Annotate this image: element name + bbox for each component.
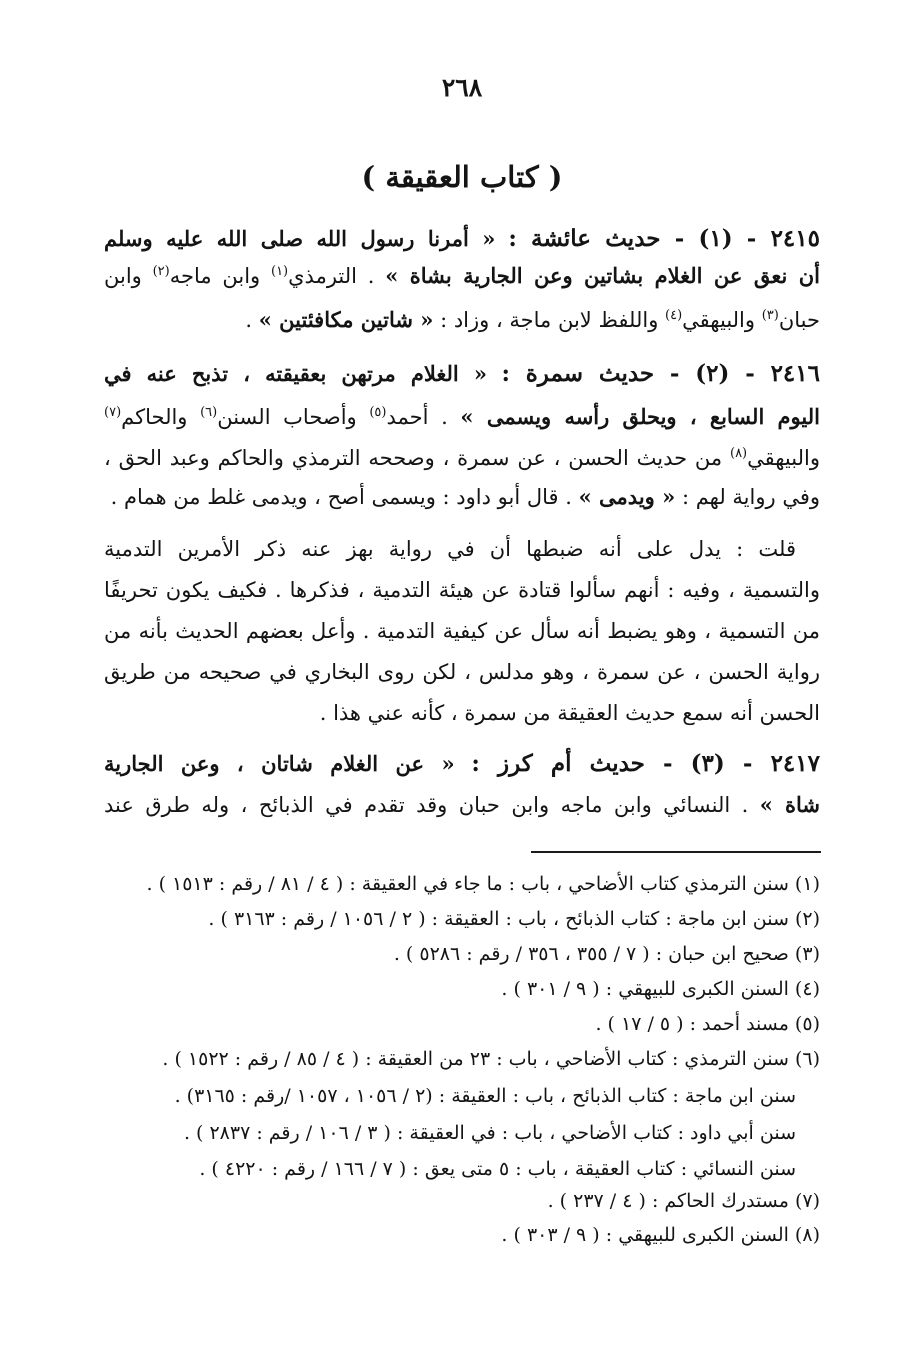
hadith-2415-line-3 (0, 300, 924, 340)
hadith-2416-quote-1: « الغلام مرتهن بعقيقته ، تذبح عنه في (104, 361, 487, 386)
hadith-2416-variant: « ويدمى » (578, 484, 676, 509)
footnote-3: (٣) صحيح ابن حبان : ( ٧ / ٣٥٥ ، ٣٥٦ / رقم : ٥٢٨٦ ) . (393, 943, 820, 965)
hadith-2415-note: واللفظ لابن ماجة ، وزاد : (440, 308, 659, 332)
hadith-2417-line-1 (0, 744, 924, 784)
hadith-2415-addition: « شاتين مكافئتين » (258, 307, 434, 332)
hadith-2415-source-2: وابن ماجه (169, 264, 261, 288)
hadith-2416-line-3 (0, 438, 924, 478)
footnote-6: (٦) سنن الترمذي : كتاب الأضاحي ، باب : ٢٣ من العقيقة : ( ٤ / ٨٥ / رقم : ١٥٢٢ ) . (162, 1048, 820, 1070)
footnote-ref-8: (٨) (729, 446, 748, 461)
hadith-2417-quote-1: « عن الغلام شاتان ، وعن الجارية (104, 751, 455, 776)
hadith-2416-source-4: والبيهقي (747, 446, 820, 470)
hadith-2415-end: . (245, 308, 253, 332)
comment-line-5: الحسن أنه سمع حديث العقيقة من سمرة ، كأنه عني هذا . (319, 701, 820, 725)
hadith-2415-source: . الترمذي (288, 264, 375, 288)
hadith-2416-source: . أحمد (386, 405, 448, 429)
hadith-2416-source-2: وأصحاب السنن (217, 405, 357, 429)
footnote-ref-3: (٣) (761, 308, 779, 323)
hadith-2416-line-4 (0, 477, 924, 517)
comment-line-2: والتسمية ، وفيه : أنهم سألوا قتادة عن هيئة التدمية ، فذكرها . فكيف يكون تحريفًا (104, 578, 820, 602)
hadith-2415-source-4: حبان (778, 308, 820, 332)
hadith-2416-abu-dawud: . قال أبو داود : ويسمى أصح ، ويدمى غلط من همام . (110, 485, 572, 509)
hadith-2417-quote-2: شاة » (759, 792, 820, 817)
hadith-2417-source: . النسائي وابن ماجه وابن حبان وقد تقدم في الذبائح ، وله طرق عند (104, 793, 749, 817)
hadith-2416-quote-2: اليوم السابع ، ويحلق رأسه ويسمى » (460, 404, 820, 429)
hadith-2415-source-5: والبيهقي (682, 308, 756, 332)
hadith-2415-quote-2: أن نعق عن الغلام بشاتين وعن الجارية بشاة » (385, 263, 820, 288)
hadith-2417-line-2 (0, 785, 924, 825)
footnote-ref-1: (١) (270, 264, 289, 279)
footnote-ref-2: (٢) (152, 264, 170, 279)
footnote-ref-5: (٥) (369, 405, 387, 420)
footnote-ref-6: (٦) (200, 405, 218, 420)
hadith-2415-line-2 (0, 256, 924, 296)
footnote-6-abu-dawud: سنن أبي داود : كتاب الأضاحي ، باب : في العقيقة : ( ٣ / ١٠٦ / رقم : ٢٨٣٧ ) . (183, 1122, 796, 1144)
comment-line-1: قلت : يدل على أنه ضبطها أن في رواية بهز عنه ذكر الأمرين التدمية (104, 537, 797, 561)
chapter-title: ( كتاب العقيقة ) (361, 160, 563, 194)
hadith-2415-source-3: وابن (104, 264, 142, 288)
hadith-2416-line-2 (0, 397, 924, 437)
footnote-8: (٨) السنن الكبرى للبيهقي : ( ٩ / ٣٠٣ ) . (501, 1224, 820, 1246)
page-number: ٢٦٨ (441, 73, 483, 102)
footnote-2: (٢) سنن ابن ماجة : كتاب الذبائح ، باب : العقيقة : ( ٢ / ١٠٥٦ / رقم : ٣١٦٣ ) . (208, 908, 820, 930)
footnote-divider (531, 851, 821, 853)
hadith-2416-line-1 (0, 354, 924, 394)
hadith-2416-variant-intro: وفي رواية لهم : (681, 485, 820, 509)
hadith-2416-number: ٢٤١٦ - (٢) - حديث سمرة : (501, 360, 820, 387)
hadith-2416-source-3: والحاكم (121, 405, 188, 429)
hadith-2417-number: ٢٤١٧ - (٣) - حديث أم كرز : (471, 750, 820, 777)
hadith-2415-line-1 (0, 219, 924, 259)
footnote-ref-4: (٤) (665, 308, 683, 323)
footnote-6-nasai: سنن النسائي : كتاب العقيقة ، باب : ٥ متى يعق : ( ٧ / ١٦٦ / رقم : ٤٢٢٠ ) . (199, 1158, 796, 1180)
footnote-ref-7: (٧) (104, 405, 122, 420)
hadith-2416-note: من حديث الحسن ، عن سمرة ، وصححه الترمذي والحاكم وعبد الحق ، (104, 446, 723, 470)
footnote-7: (٧) مستدرك الحاكم : ( ٤ / ٢٣٧ ) . (547, 1190, 820, 1212)
footnote-5: (٥) مسند أحمد : ( ٥ / ١٧ ) . (595, 1013, 820, 1035)
hadith-2415-number: ٢٤١٥ - (١) - حديث عائشة : (508, 225, 820, 252)
comment-line-3: من التسمية ، وهو يضبط أنه سأل عن كيفية التدمية . وأعل بعضهم الحديث بأنه من (104, 619, 820, 643)
footnote-6-ibn-majah: سنن ابن ماجة : كتاب الذبائح ، باب : العقيقة : (٢ / ١٠٥٦ ، ١٠٥٧ /رقم : ٣١٦٥) . (174, 1085, 796, 1107)
footnote-4: (٤) السنن الكبرى للبيهقي : ( ٩ / ٣٠١ ) . (501, 978, 820, 1000)
footnote-1: (١) سنن الترمذي كتاب الأضاحي ، باب : ما جاء في العقيقة : ( ٤ / ٨١ / رقم : ١٥١٣ ) . (146, 873, 820, 895)
comment-line-4: رواية الحسن ، عن سمرة ، وهو مدلس ، لكن روى البخاري في صحيحه من طريق (104, 660, 820, 684)
hadith-2415-quote-1: « أمرنا رسول الله صلى الله عليه وسلم (104, 226, 496, 251)
